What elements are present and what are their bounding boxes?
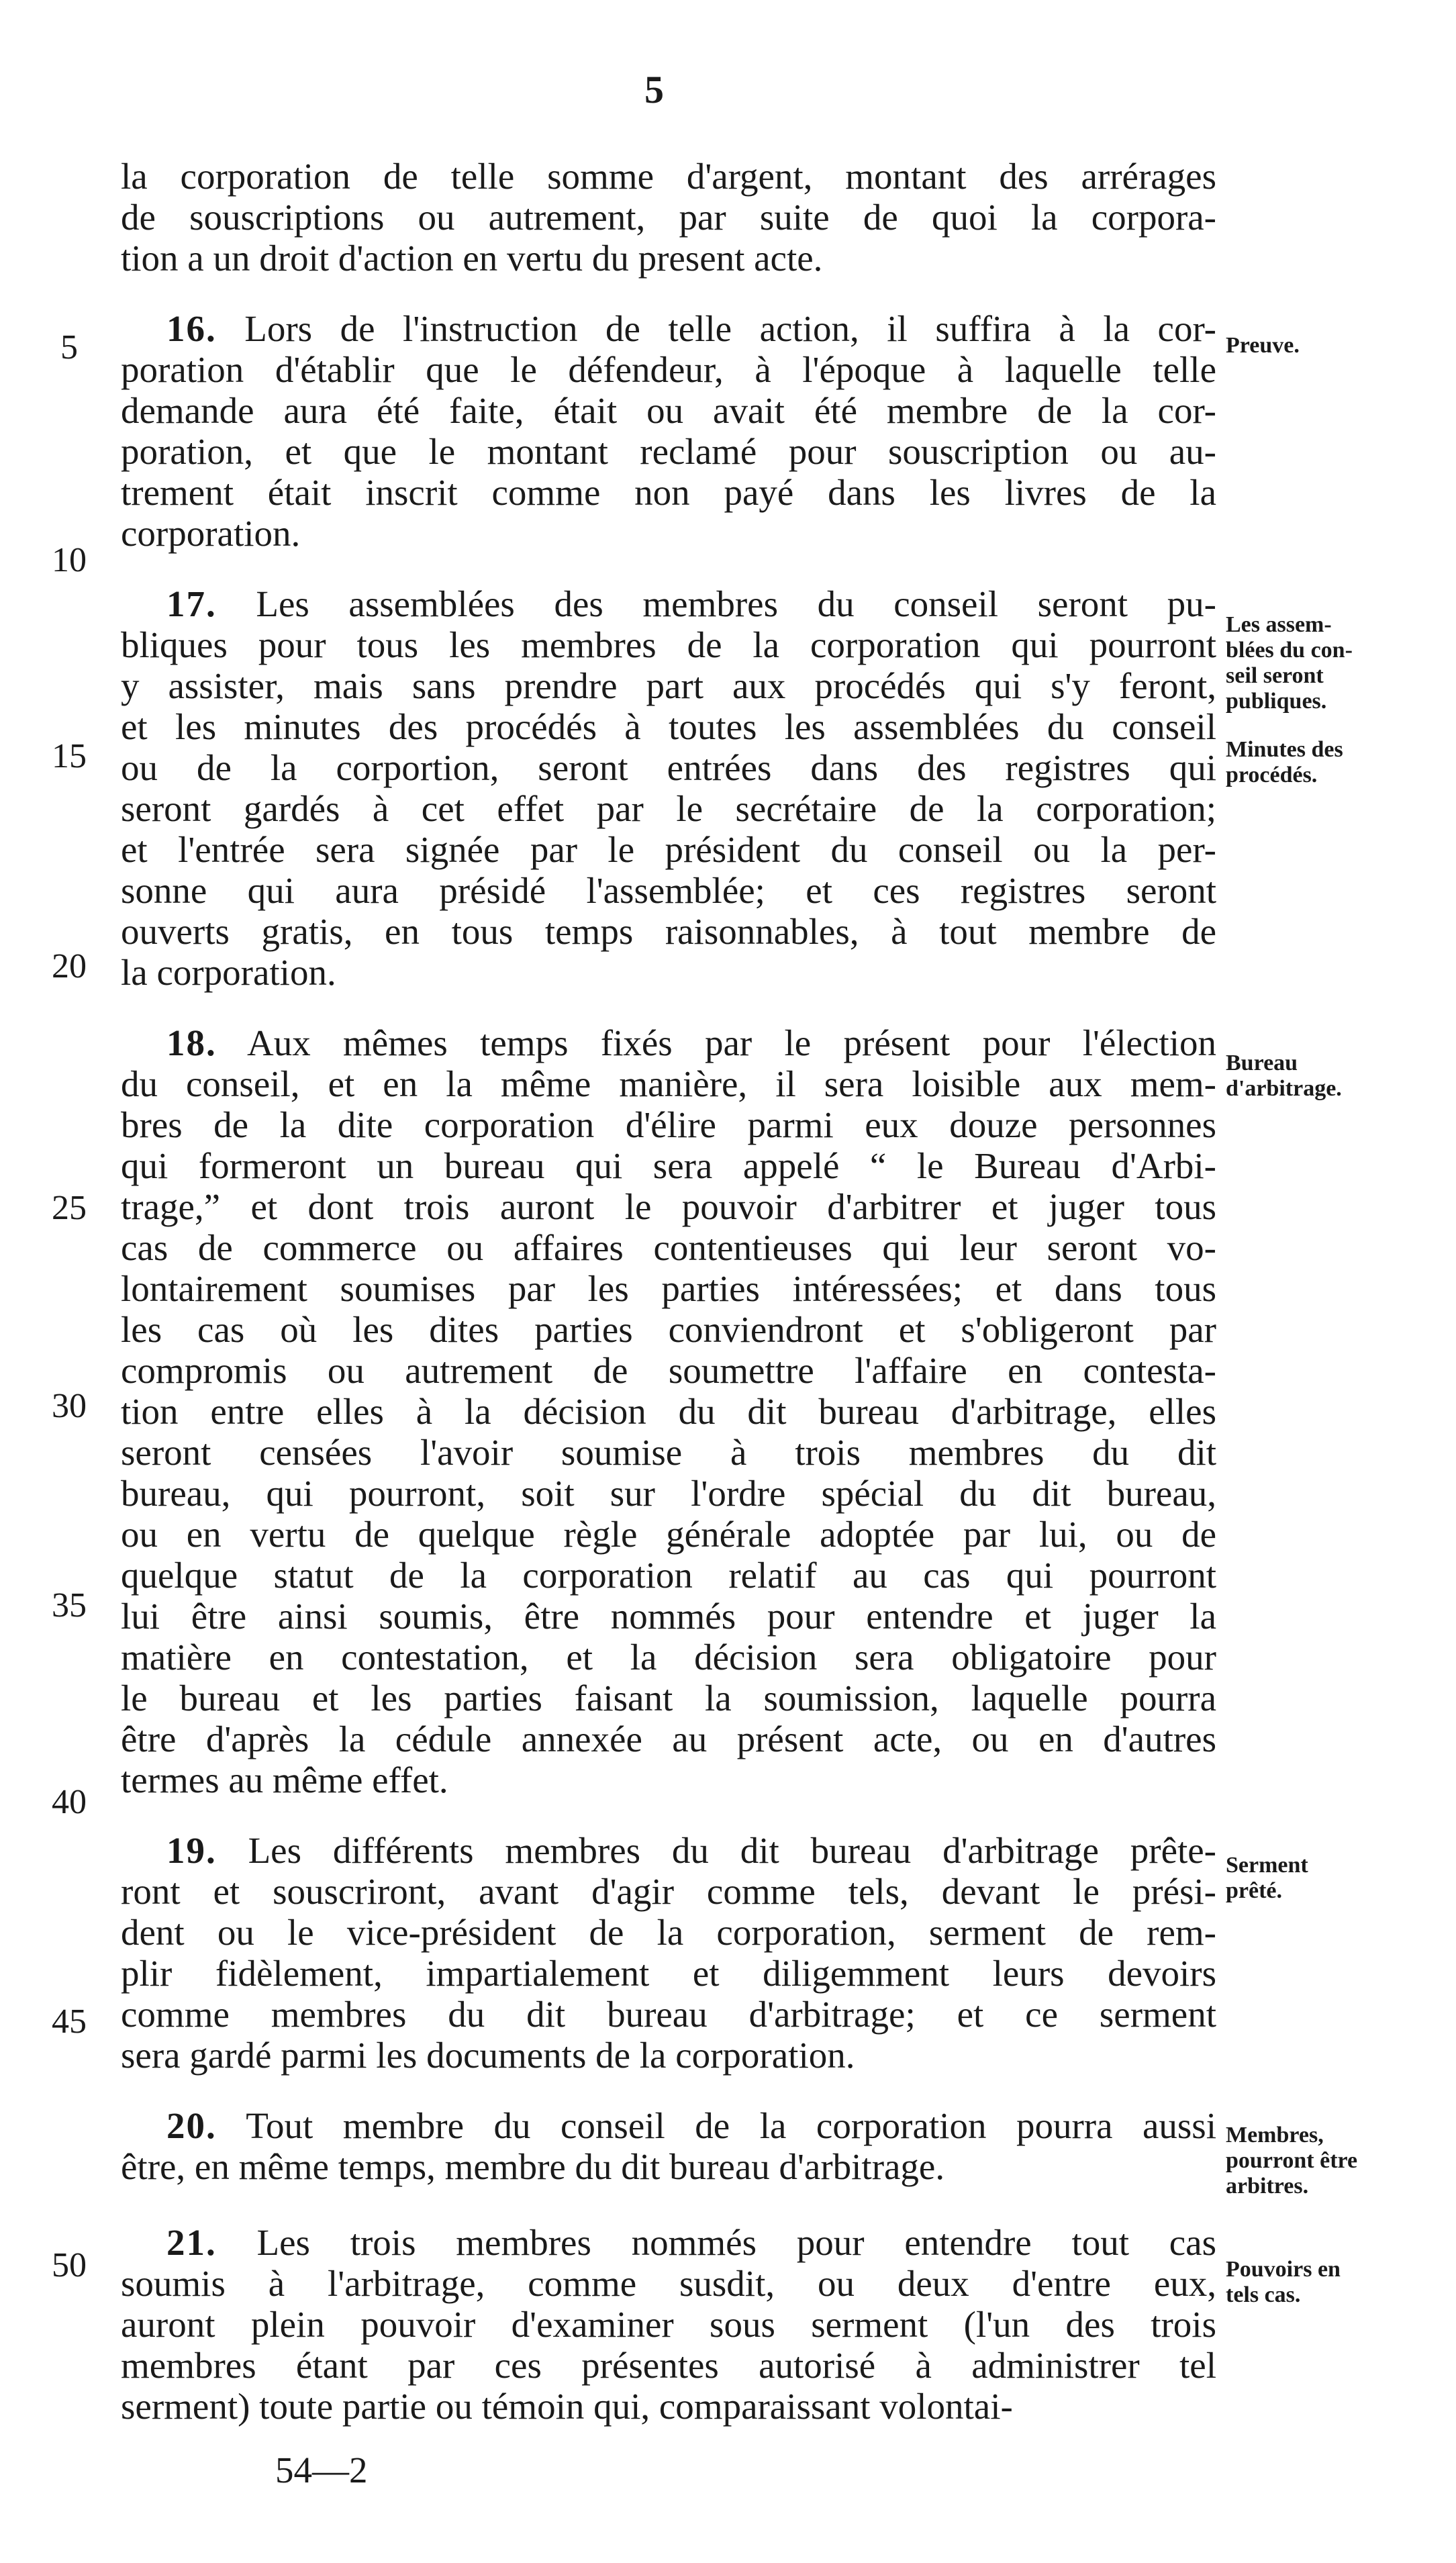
text-line: soumis à l'arbitrage, comme susdit, ou deux d'entre eux,	[121, 2263, 1216, 2304]
text-line: ouverts gratis, en tous temps raisonnables, à tout membre de	[121, 911, 1216, 952]
margin-note-minutes	[1226, 737, 1454, 788]
margin-note-line: Serment	[1226, 1853, 1308, 1878]
margin-note-line: Bureau	[1226, 1051, 1298, 1075]
line-number: 25	[52, 1189, 87, 1227]
printer-signature: 54—2	[275, 2450, 368, 2491]
margin-note-line: seil seront	[1226, 663, 1324, 688]
line-number: 35	[52, 1586, 87, 1625]
text-line: ront et souscriront, avant d'agir comme tels, devant le prési-	[121, 1871, 1216, 1912]
margin-note-line: prêté.	[1226, 1878, 1283, 1903]
page-number: 5	[644, 68, 664, 111]
line-text: Tout membre du conseil de la corporation pourra aussi	[216, 2105, 1216, 2146]
paragraph	[121, 1022, 1216, 1800]
text-line: le bureau et les parties faisant la soumission, laquelle pourra	[121, 1678, 1216, 1719]
text-line: auront plein pouvoir d'examiner sous serment (l'un des trois	[121, 2304, 1216, 2345]
text-line: être, en même temps, membre du dit bureau d'arbitrage.	[121, 2146, 945, 2187]
line-text: Les trois membres nommés pour entendre tout cas	[216, 2222, 1216, 2263]
paragraph	[121, 156, 1216, 279]
paragraph	[121, 2222, 1216, 2427]
line-text: Les assemblées des membres du conseil seront pu-	[216, 583, 1216, 624]
line-number: 20	[52, 947, 87, 985]
text-line: comme membres du dit bureau d'arbitrage; et ce serment	[121, 1994, 1216, 2035]
text-line: sonne qui aura présidé l'assemblée; et ces registres seront	[121, 870, 1216, 911]
line-number: 15	[52, 737, 87, 775]
section-number: 21.	[166, 2222, 217, 2263]
line-number: 10	[52, 541, 87, 579]
margin-note-line: d'arbitrage.	[1226, 1076, 1342, 1101]
text-line: seront censées l'avoir soumise à trois membres du dit	[121, 1432, 1216, 1473]
text-line: cas de commerce ou affaires contentieuses qui leur seront vo-	[121, 1227, 1216, 1268]
margin-note-line: tels cas.	[1226, 2282, 1301, 2307]
text-line: demande aura été faite, était ou avait été membre de la cor-	[121, 390, 1216, 431]
line-number: 45	[52, 2002, 87, 2041]
margin-note-line: arbitres.	[1226, 2174, 1309, 2198]
text-line: serment) toute partie ou témoin qui, comparaissant volontai-	[121, 2386, 1013, 2427]
text-line: plir fidèlement, impartialement et diligemment leurs devoirs	[121, 1953, 1216, 1994]
text-line: matière en contestation, et la décision sera obligatoire pour	[121, 1637, 1216, 1678]
text-line: lontairement soumises par les parties intéressées; et dans tous	[121, 1268, 1216, 1309]
line-text: Lors de l'instruction de telle action, il suffira à la cor-	[216, 308, 1216, 349]
text-line: corporation.	[121, 513, 301, 554]
line-number: 40	[52, 1783, 87, 1821]
text-line: être d'après la cédule annexée au présent acte, ou en d'autres	[121, 1719, 1216, 1759]
margin-note-line: Membres,	[1226, 2123, 1324, 2147]
text-line: compromis ou autrement de soumettre l'affaire en contesta-	[121, 1350, 1216, 1391]
section-number: 20.	[166, 2105, 217, 2146]
text-line: ou en vertu de quelque règle générale adoptée par lui, ou de	[121, 1514, 1216, 1555]
text-line: du conseil, et en la même manière, il sera loisible aux mem-	[121, 1063, 1216, 1104]
section-number: 17.	[166, 583, 217, 624]
margin-note-preuve	[1226, 333, 1454, 358]
section-number: 18.	[166, 1022, 217, 1063]
text-line: ou de la corportion, seront entrées dans des registres qui	[121, 747, 1216, 788]
margin-note-bureau	[1226, 1051, 1454, 1102]
text-line	[121, 2105, 1216, 2146]
text-line: seront gardés à cet effet par le secrétaire de la corporation;	[121, 788, 1216, 829]
paragraph	[121, 308, 1216, 554]
text-line	[121, 583, 1216, 624]
text-line: membres étant par ces présentes autorisé à administrer tel	[121, 2345, 1216, 2386]
text-line: la corporation.	[121, 952, 336, 993]
text-line: poration d'établir que le défendeur, à l'époque à laquelle telle	[121, 349, 1216, 390]
text-line: et l'entrée sera signée par le président du conseil ou la per-	[121, 829, 1216, 870]
text-line: quelque statut de la corporation relatif au cas qui pourront	[121, 1555, 1216, 1596]
text-line: y assister, mais sans prendre part aux procédés qui s'y feront,	[121, 665, 1216, 706]
paragraph	[121, 1830, 1216, 2076]
text-line: sera gardé parmi les documents de la corporation.	[121, 2035, 855, 2076]
line-number: 50	[52, 2246, 87, 2284]
text-line: trage,” et dont trois auront le pouvoir d'arbitrer et juger tous	[121, 1186, 1216, 1227]
text-line: de souscriptions ou autrement, par suite de quoi la corpora-	[121, 197, 1216, 238]
margin-note-assemblees	[1226, 612, 1454, 714]
paragraph	[121, 583, 1216, 993]
text-line: bureau, qui pourront, soit sur l'ordre spécial du dit bureau,	[121, 1473, 1216, 1514]
text-line: les cas où les dites parties conviendront et s'obligeront par	[121, 1309, 1216, 1350]
text-line: bres de la dite corporation d'élire parmi eux douze personnes	[121, 1104, 1216, 1145]
margin-note-line: procédés.	[1226, 763, 1318, 787]
text-line: qui formeront un bureau qui sera appelé “ le Bureau d'Arbi-	[121, 1145, 1216, 1186]
margin-note-line: Preuve.	[1226, 333, 1300, 358]
text-line: tion a un droit d'action en vertu du present acte.	[121, 238, 823, 279]
text-line: dent ou le vice-président de la corporation, serment de rem-	[121, 1912, 1216, 1953]
text-line: la corporation de telle somme d'argent, montant des arrérages	[121, 156, 1216, 197]
text-line: termes au même effet.	[121, 1759, 448, 1800]
text-line	[121, 308, 1216, 349]
margin-note-line: publiques.	[1226, 689, 1327, 714]
text-line: et les minutes des procédés à toutes les assemblées du conseil	[121, 706, 1216, 747]
text-line: lui être ainsi soumis, être nommés pour entendre et juger la	[121, 1596, 1216, 1637]
text-line	[121, 2222, 1216, 2263]
text-line: tion entre elles à la décision du dit bureau d'arbitrage, elles	[121, 1391, 1216, 1432]
line-number: 5	[60, 328, 78, 367]
text-line: bliques pour tous les membres de la corporation qui pourront	[121, 624, 1216, 665]
section-number: 19.	[166, 1830, 217, 1871]
line-number: 30	[52, 1387, 87, 1425]
margin-note-line: Pouvoirs en	[1226, 2257, 1341, 2282]
section-number: 16.	[166, 308, 217, 349]
line-text: Aux mêmes temps fixés par le présent pour l'élection	[216, 1022, 1216, 1063]
margin-note-membres	[1226, 2123, 1454, 2199]
margin-note-line: Les assem-	[1226, 612, 1332, 637]
text-line: poration, et que le montant reclamé pour souscription ou au-	[121, 431, 1216, 472]
paragraph	[121, 2105, 1216, 2187]
margin-note-serment	[1226, 1853, 1454, 1904]
line-text: Les différents membres du dit bureau d'arbitrage prête-	[216, 1830, 1216, 1871]
margin-note-line: Minutes des	[1226, 737, 1343, 762]
text-line	[121, 1830, 1216, 1871]
margin-note-line: blées du con-	[1226, 638, 1353, 663]
margin-note-line: pourront être	[1226, 2148, 1358, 2173]
text-line	[121, 1022, 1216, 1063]
body-text	[121, 156, 1216, 2427]
text-line: trement était inscrit comme non payé dans les livres de la	[121, 472, 1216, 513]
margin-note-pouvoirs	[1226, 2257, 1454, 2308]
